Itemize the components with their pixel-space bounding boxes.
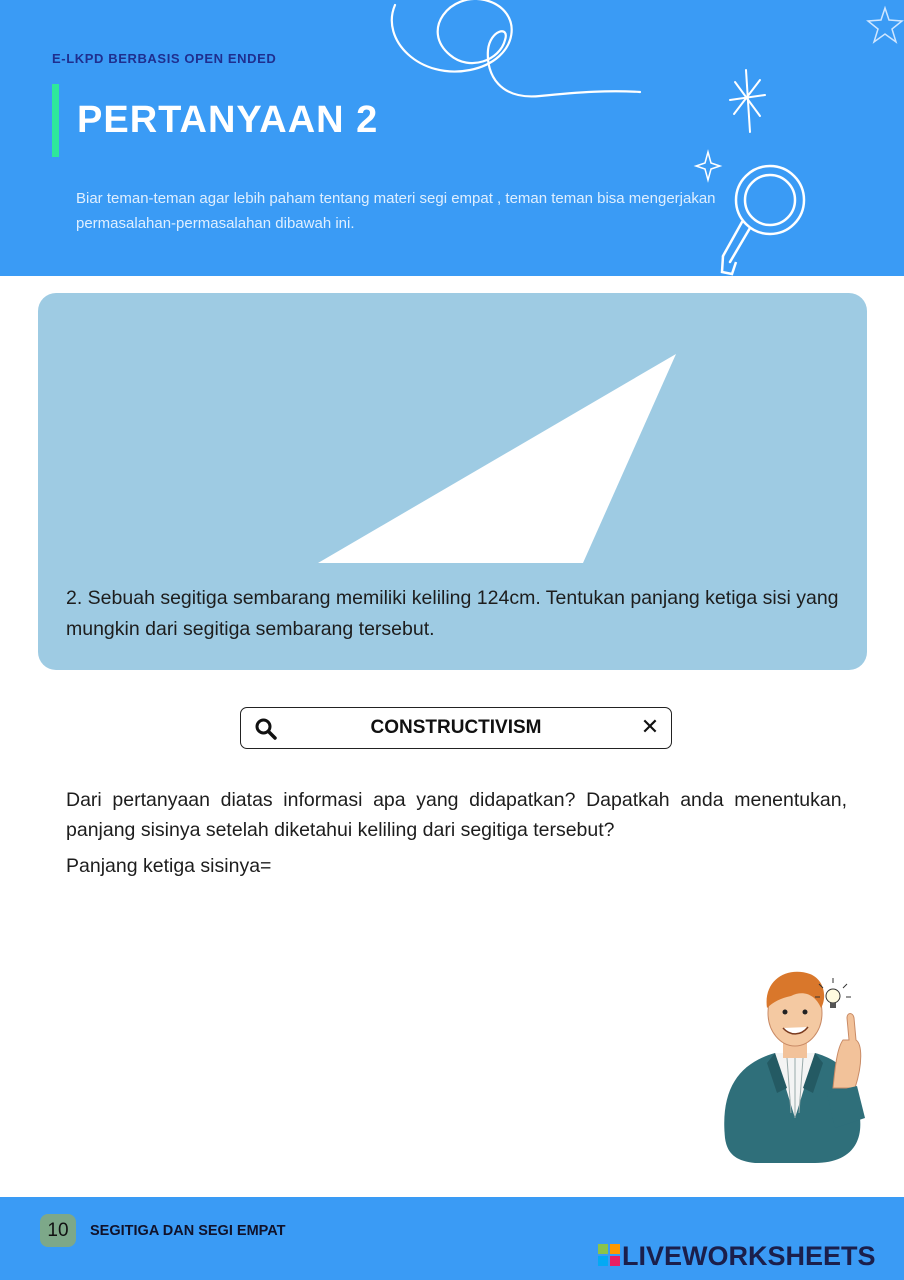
magnifier-icon xyxy=(722,166,804,274)
document-tag: E-LKPD BERBASIS OPEN ENDED xyxy=(52,51,277,66)
question-text: 2. Sebuah segitiga sembarang memiliki keliling 124cm. Tentukan panjang ketiga sisi yang mungkin dari segitiga sembarang tersebut. xyxy=(66,587,839,640)
liveworksheets-logo-icon xyxy=(598,1244,620,1266)
star-outline-icon xyxy=(868,8,902,42)
question-card xyxy=(38,293,867,670)
scalene-triangle xyxy=(318,354,676,563)
answer-prompt: Panjang ketiga sisinya= xyxy=(66,855,272,877)
footer-title: SEGITIGA DAN SEGI EMPAT xyxy=(90,1223,286,1239)
intro-text: Biar teman-teman agar lebih paham tentang materi segi empat , teman teman bisa mengerjakan permasalahan-permasalahan dibawah ini. xyxy=(76,190,716,232)
sparkle-icon xyxy=(730,70,765,132)
guiding-question: Dari pertanyaan diatas informasi apa yang didapatkan? Dapatkah anda menentukan, panjang sisinya setelah diketahui keliling dari segitiga tersebut? xyxy=(66,789,847,841)
scribble-doodle xyxy=(392,0,640,96)
close-icon[interactable]: ✕ xyxy=(640,714,660,739)
footer-bar xyxy=(0,1197,904,1280)
search-bar[interactable] xyxy=(240,707,672,749)
header-banner xyxy=(0,0,904,276)
brand-text: LIVEWORKSHEETS xyxy=(622,1241,876,1271)
small-sparkle-icon xyxy=(696,152,720,180)
thinking-man-illustration xyxy=(715,968,875,1168)
search-label: CONSTRUCTIVISM xyxy=(370,717,542,738)
page-title: PERTANYAAN 2 xyxy=(77,99,379,141)
page-number-badge: 10 xyxy=(40,1214,76,1247)
title-accent-bar xyxy=(52,84,59,157)
